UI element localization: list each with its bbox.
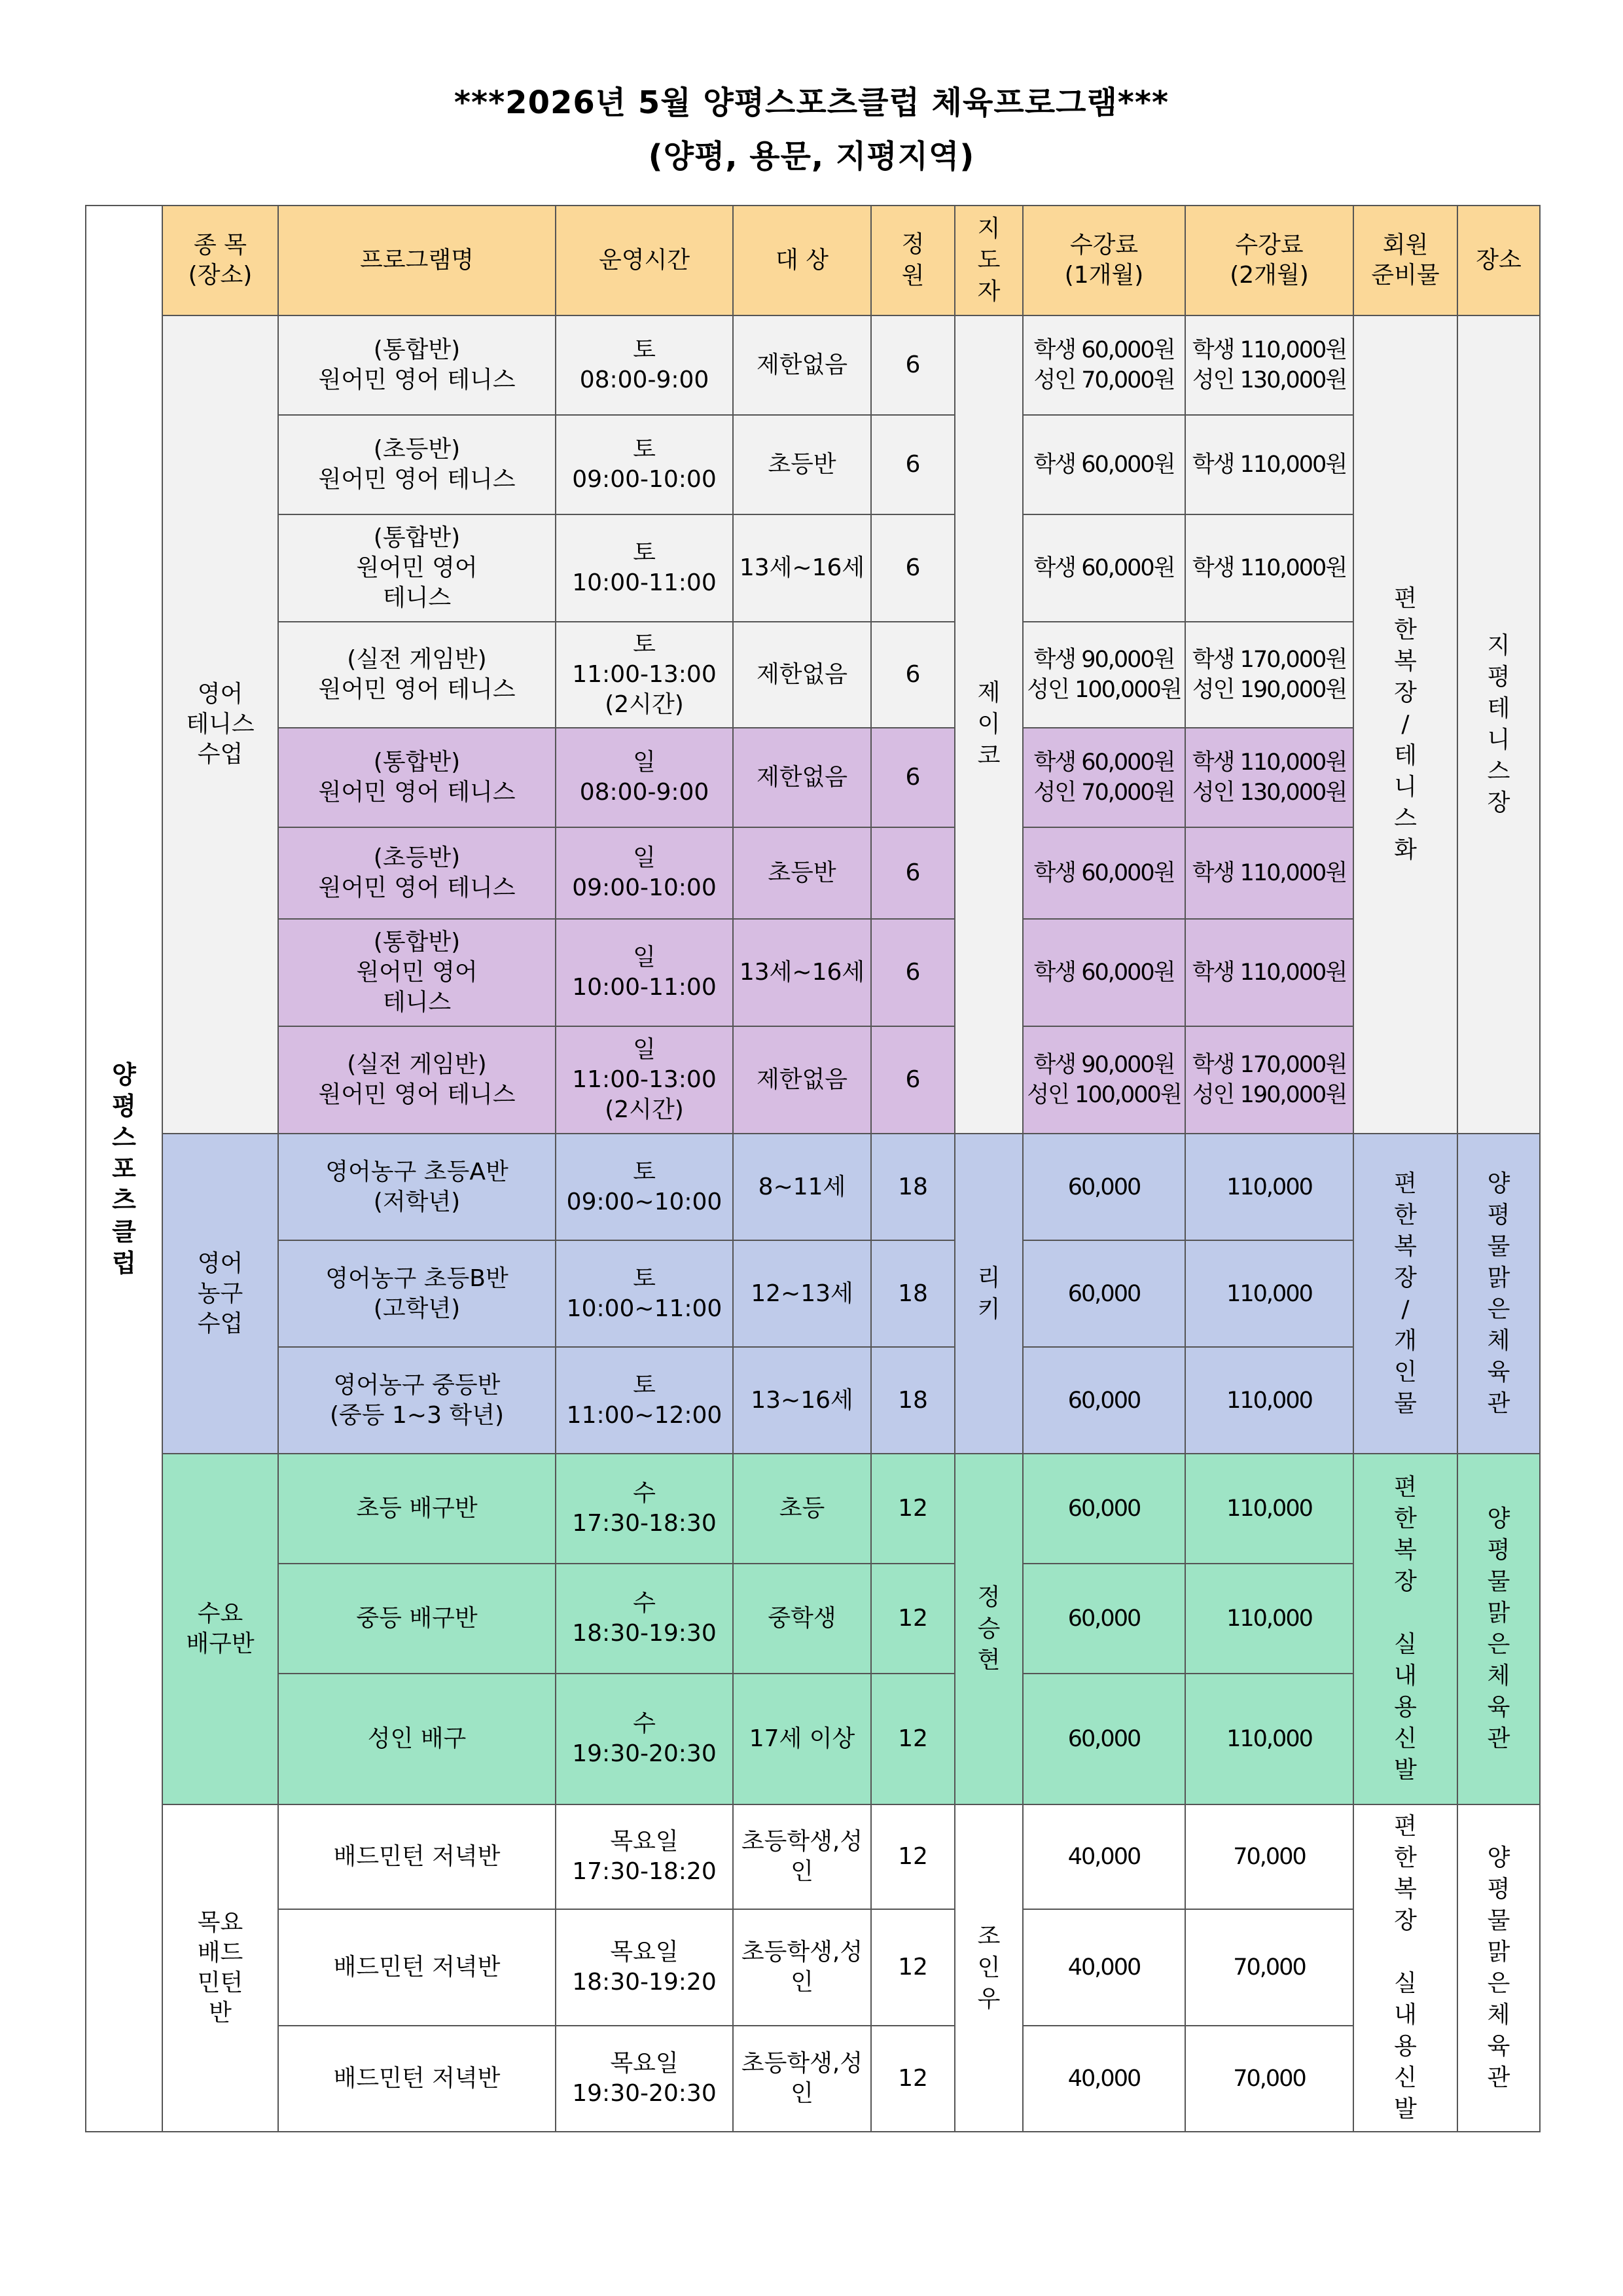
header-time: 운영시간 (556, 206, 733, 315)
capacity-cell (871, 2026, 955, 2132)
fee-1month-cell-text: 60,000 (1067, 1174, 1141, 1200)
target-cell-text: 초등학생,성인 (741, 1939, 863, 1996)
program-cell (278, 728, 556, 827)
header-row (86, 206, 1540, 315)
target-cell-text: 제한없음 (756, 1066, 848, 1093)
capacity-cell-text: 12 (898, 2065, 928, 2092)
time-cell (556, 622, 733, 728)
capacity-cell (871, 1564, 955, 1674)
sport-cell (162, 1804, 278, 2132)
instructor-cell-text: 리 키 (977, 1264, 1001, 1323)
program-cell (278, 1134, 556, 1240)
time-cell (556, 1134, 733, 1240)
venue-cell (1457, 1134, 1540, 1454)
instructor-cell (955, 1134, 1023, 1454)
program-cell (278, 919, 556, 1026)
fee-1month-cell-text: 학생 60,000원 성인 70,000원 (1033, 337, 1175, 393)
fee-1month-cell (1023, 1804, 1185, 1909)
fee-1month-cell (1023, 1564, 1185, 1674)
capacity-cell (871, 415, 955, 514)
fee-2month-cell-text: 110,000 (1226, 1726, 1312, 1752)
table-row (86, 415, 1540, 514)
sport-cell-text: 영어 농구 수업 (197, 1249, 243, 1337)
fee-1month-cell (1023, 1347, 1185, 1454)
header-fee-1month: 수강료 (1개월) (1023, 206, 1185, 315)
time-cell (556, 1454, 733, 1564)
sport-cell (162, 1454, 278, 1804)
header-supplies: 회원 준비물 (1353, 206, 1457, 315)
time-cell (556, 315, 733, 415)
venue-cell-text: 지 평 테 니 스 장 (1487, 632, 1510, 816)
time-cell-text: 목요일 17:30-18:20 (572, 1828, 717, 1885)
target-cell (733, 622, 871, 728)
fee-1month-cell-text: 40,000 (1067, 1844, 1141, 1870)
venue-cell-text: 양 평 물 맑 은 체 육 관 (1487, 1844, 1510, 2091)
fee-2month-cell (1185, 1674, 1353, 1804)
fee-1month-cell-text: 60,000 (1067, 1605, 1141, 1632)
program-cell-text: (초등반) 원어민 영어 테니스 (318, 436, 516, 493)
capacity-cell-text: 12 (898, 1605, 928, 1632)
program-cell-text: (실전 게임반) 원어민 영어 테니스 (318, 1051, 516, 1108)
time-cell-text: 수 19:30-20:30 (572, 1710, 717, 1767)
fee-2month-cell (1185, 1240, 1353, 1347)
capacity-cell-text: 6 (905, 959, 921, 986)
capacity-cell (871, 1909, 955, 2026)
fee-1month-cell (1023, 315, 1185, 415)
capacity-cell-text: 6 (905, 764, 921, 791)
time-cell (556, 1909, 733, 2026)
time-cell-text: 수 17:30-18:30 (572, 1480, 717, 1537)
fee-1month-cell (1023, 1134, 1185, 1240)
fee-2month-cell (1185, 1454, 1353, 1564)
page-subtitle: (양평, 용문, 지평지역) (648, 138, 975, 175)
venue-cell-text: 양 평 물 맑 은 체 육 관 (1487, 1505, 1510, 1752)
program-cell (278, 1674, 556, 1804)
fee-1month-cell (1023, 1909, 1185, 2026)
program-cell (278, 1240, 556, 1347)
fee-1month-cell-text: 60,000 (1067, 1726, 1141, 1752)
fee-1month-cell (1023, 1674, 1185, 1804)
capacity-cell (871, 514, 955, 622)
capacity-cell-text: 6 (905, 554, 921, 581)
target-cell-text: 8~11세 (758, 1173, 846, 1200)
program-table (85, 205, 1541, 2132)
time-cell (556, 1674, 733, 1804)
supplies-cell (1353, 1454, 1457, 1804)
capacity-cell (871, 1804, 955, 1909)
time-cell-text: 목요일 19:30-20:30 (572, 2050, 717, 2107)
program-cell (278, 1454, 556, 1564)
fee-1month-cell-text: 40,000 (1067, 1954, 1141, 1981)
fee-1month-cell-text: 학생 60,000원 (1033, 860, 1175, 886)
header-target: 대 상 (733, 206, 871, 315)
target-cell-text: 초등학생,성인 (741, 2050, 863, 2107)
fee-2month-cell (1185, 1026, 1353, 1134)
table-row (86, 1134, 1540, 1240)
fee-1month-cell-text: 40,000 (1067, 2066, 1141, 2092)
target-cell-text: 제한없음 (756, 764, 848, 791)
program-cell-text: 성인 배구 (367, 1725, 467, 1752)
table-row (86, 1564, 1540, 1674)
table-row (86, 1026, 1540, 1134)
fee-1month-cell (1023, 1026, 1185, 1134)
fee-2month-cell-text: 110,000 (1226, 1605, 1312, 1632)
target-cell (733, 514, 871, 622)
target-cell-text: 초등 (779, 1495, 825, 1522)
supplies-cell-text: 편 한 복 장 실 내 용 신 발 (1394, 1474, 1417, 1784)
time-cell-text: 일 09:00-10:00 (572, 844, 717, 901)
fee-2month-cell (1185, 415, 1353, 514)
target-cell (733, 919, 871, 1026)
program-cell-text: (초등반) 원어민 영어 테니스 (318, 844, 516, 901)
venue-cell-text: 양 평 물 맑 은 체 육 관 (1487, 1170, 1510, 1417)
sport-cell-text: 목요 배드 민턴 반 (197, 1909, 243, 2026)
instructor-cell (955, 1804, 1023, 2132)
program-cell-text: 영어농구 중등반 (중등 1~3 학년) (329, 1371, 505, 1429)
sport-cell-text: 수요 배구반 (186, 1600, 255, 1657)
fee-1month-cell-text: 학생 90,000원 성인 100,000원 (1027, 1052, 1181, 1108)
capacity-cell (871, 919, 955, 1026)
header-venue: 장소 (1457, 206, 1540, 315)
capacity-cell (871, 827, 955, 919)
table-row (86, 1909, 1540, 2026)
time-cell-text: 토 10:00-11:00 (572, 539, 717, 596)
time-cell-text: 토 09:00-10:00 (572, 436, 717, 493)
fee-2month-cell (1185, 2026, 1353, 2132)
time-cell-text: 일 11:00-13:00 (2시간) (572, 1036, 717, 1123)
instructor-cell-text: 조 인 우 (977, 1923, 1001, 2013)
fee-1month-cell-text: 60,000 (1067, 1496, 1141, 1522)
fee-1month-cell (1023, 728, 1185, 827)
capacity-cell-text: 18 (898, 1280, 928, 1307)
time-cell-text: 토 11:00-13:00 (2시간) (572, 631, 717, 718)
fee-2month-cell-text: 110,000 (1226, 1280, 1312, 1307)
target-cell (733, 415, 871, 514)
table-row (86, 315, 1540, 415)
program-cell (278, 1564, 556, 1674)
table-row (86, 1674, 1540, 1804)
fee-2month-cell (1185, 1134, 1353, 1240)
header-fee-2month: 수강료 (2개월) (1185, 206, 1353, 315)
target-cell (733, 1564, 871, 1674)
sport-cell (162, 1134, 278, 1454)
header-sport: 종 목 (장소) (162, 206, 278, 315)
time-cell (556, 1564, 733, 1674)
capacity-cell-text: 18 (898, 1386, 928, 1414)
fee-1month-cell (1023, 2026, 1185, 2132)
supplies-cell (1353, 1804, 1457, 2132)
capacity-cell-text: 12 (898, 1725, 928, 1752)
table-row (86, 1454, 1540, 1564)
supplies-cell (1353, 1134, 1457, 1454)
instructor-cell-text: 정 승 현 (977, 1584, 1001, 1674)
capacity-cell (871, 1454, 955, 1564)
program-cell-text: (통합반) 원어민 영어 테니스 (356, 524, 478, 611)
fee-2month-cell (1185, 1804, 1353, 1909)
target-cell (733, 827, 871, 919)
target-cell-text: 초등학생,성인 (741, 1828, 863, 1885)
instructor-cell (955, 315, 1023, 1134)
time-cell (556, 415, 733, 514)
target-cell (733, 1134, 871, 1240)
fee-1month-cell (1023, 622, 1185, 728)
header-program: 프로그램명 (278, 206, 556, 315)
fee-2month-cell-text: 학생 110,000원 (1192, 555, 1347, 581)
venue-cell (1457, 1454, 1540, 1804)
supplies-cell-text: 편 한 복 장 / 개 인 물 (1394, 1170, 1417, 1417)
fee-1month-cell-text: 60,000 (1067, 1387, 1141, 1414)
fee-2month-cell-text: 110,000 (1226, 1174, 1312, 1200)
fee-1month-cell-text: 60,000 (1067, 1280, 1141, 1307)
program-cell-text: 배드민턴 저녁반 (333, 1954, 501, 1981)
time-cell (556, 514, 733, 622)
time-cell-text: 일 10:00-11:00 (572, 944, 717, 1001)
program-cell-text: 영어농구 초등A반 (저학년) (325, 1158, 508, 1215)
time-cell-text: 목요일 18:30-19:20 (572, 1939, 717, 1996)
capacity-cell-text: 6 (905, 661, 921, 688)
fee-2month-cell-text: 70,000 (1233, 2066, 1306, 2092)
time-cell-text: 일 08:00-9:00 (579, 749, 709, 806)
fee-2month-cell-text: 110,000 (1226, 1496, 1312, 1522)
table-row (86, 1804, 1540, 1909)
table-row (86, 919, 1540, 1026)
fee-1month-cell-text: 학생 60,000원 (1033, 555, 1175, 581)
table-row (86, 622, 1540, 728)
target-cell (733, 2026, 871, 2132)
program-cell (278, 1347, 556, 1454)
table-row (86, 1347, 1540, 1454)
fee-2month-cell (1185, 919, 1353, 1026)
fee-2month-cell (1185, 622, 1353, 728)
target-cell (733, 728, 871, 827)
table-body (86, 206, 1540, 2132)
fee-2month-cell (1185, 315, 1353, 415)
program-cell-text: 영어농구 초등B반 (고학년) (325, 1265, 508, 1322)
fee-2month-cell-text: 70,000 (1233, 1954, 1306, 1981)
capacity-cell (871, 1674, 955, 1804)
time-cell-text: 토 10:00~11:00 (566, 1265, 722, 1322)
fee-2month-cell-text: 학생 110,000원 (1192, 860, 1347, 886)
program-cell-text: 초등 배구반 (356, 1495, 478, 1522)
venue-cell (1457, 315, 1540, 1134)
time-cell (556, 2026, 733, 2132)
header-instructor: 지 도 자 (955, 206, 1023, 315)
fee-1month-cell (1023, 514, 1185, 622)
fee-1month-cell-text: 학생 60,000원 (1033, 960, 1175, 986)
supplies-cell-text: 편 한 복 장 / 테 니 스 화 (1394, 585, 1417, 863)
target-cell (733, 1674, 871, 1804)
target-cell (733, 1909, 871, 2026)
fee-1month-cell-text: 학생 60,000원 성인 70,000원 (1033, 749, 1175, 806)
supplies-cell (1353, 315, 1457, 1134)
target-cell-text: 13세~16세 (739, 959, 865, 986)
target-cell-text: 12~13세 (751, 1280, 853, 1307)
time-cell (556, 827, 733, 919)
header-capacity: 정 원 (871, 206, 955, 315)
page-title: ***2026년 5월 양평스포츠클럽 체육프로그램*** (454, 84, 1169, 121)
table-row (86, 827, 1540, 919)
capacity-cell-text: 6 (905, 351, 921, 378)
program-cell (278, 514, 556, 622)
fee-2month-cell-text: 학생 110,000원 (1192, 452, 1347, 478)
capacity-cell (871, 315, 955, 415)
time-cell (556, 1804, 733, 1909)
capacity-cell-text: 18 (898, 1173, 928, 1200)
fee-2month-cell-text: 110,000 (1226, 1387, 1312, 1414)
capacity-cell (871, 622, 955, 728)
target-cell-text: 중학생 (768, 1605, 836, 1632)
program-cell (278, 315, 556, 415)
capacity-cell-text: 6 (905, 451, 921, 478)
time-cell (556, 728, 733, 827)
target-cell (733, 1454, 871, 1564)
program-cell (278, 1804, 556, 1909)
fee-2month-cell (1185, 1347, 1353, 1454)
capacity-cell-text: 12 (898, 1495, 928, 1522)
fee-2month-cell (1185, 1909, 1353, 2026)
time-cell (556, 919, 733, 1026)
supplies-cell-text: 편 한 복 장 실 내 용 신 발 (1394, 1813, 1417, 2123)
target-cell-text: 제한없음 (756, 661, 848, 688)
program-cell (278, 827, 556, 919)
time-cell-text: 수 18:30-19:30 (572, 1590, 717, 1647)
table-row (86, 514, 1540, 622)
time-cell-text: 토 09:00~10:00 (566, 1158, 722, 1215)
table-row (86, 1240, 1540, 1347)
program-cell (278, 2026, 556, 2132)
program-cell-text: 배드민턴 저녁반 (333, 1843, 501, 1870)
fee-1month-cell-text: 학생 90,000원 성인 100,000원 (1027, 647, 1181, 703)
fee-1month-cell (1023, 415, 1185, 514)
time-cell-text: 토 11:00~12:00 (566, 1371, 722, 1429)
fee-2month-cell-text: 학생 110,000원 성인 130,000원 (1192, 749, 1347, 806)
venue-cell (1457, 1804, 1540, 2132)
target-cell-text: 초등반 (768, 451, 836, 478)
target-cell (733, 1347, 871, 1454)
capacity-cell-text: 12 (898, 1954, 928, 1981)
table-row (86, 2026, 1540, 2132)
program-cell (278, 1909, 556, 2026)
fee-2month-cell (1185, 728, 1353, 827)
program-cell-text: (통합반) 원어민 영어 테니스 (318, 336, 516, 393)
target-cell-text: 초등반 (768, 859, 836, 886)
program-cell (278, 622, 556, 728)
program-cell-text: (실전 게임반) 원어민 영어 테니스 (318, 646, 516, 703)
time-cell-text: 토 08:00-9:00 (579, 336, 709, 393)
fee-2month-cell-text: 학생 110,000원 성인 130,000원 (1192, 337, 1347, 393)
time-cell (556, 1026, 733, 1134)
program-cell-text: 배드민턴 저녁반 (333, 2065, 501, 2092)
capacity-cell-text: 12 (898, 1843, 928, 1870)
fee-2month-cell-text: 학생 170,000원 성인 190,000원 (1192, 647, 1347, 703)
fee-1month-cell (1023, 827, 1185, 919)
instructor-cell-text: 제 이 코 (977, 679, 1001, 769)
capacity-cell (871, 1347, 955, 1454)
capacity-cell (871, 1134, 955, 1240)
target-cell-text: 제한없음 (756, 351, 848, 378)
target-cell (733, 315, 871, 415)
fee-2month-cell-text: 70,000 (1233, 1844, 1306, 1870)
capacity-cell (871, 1026, 955, 1134)
instructor-cell (955, 1454, 1023, 1804)
program-cell-text: 중등 배구반 (356, 1605, 478, 1632)
fee-2month-cell (1185, 827, 1353, 919)
target-cell (733, 1026, 871, 1134)
time-cell (556, 1240, 733, 1347)
program-cell (278, 415, 556, 514)
fee-1month-cell (1023, 1454, 1185, 1564)
time-cell (556, 1347, 733, 1454)
club-name-cell (86, 206, 162, 2132)
capacity-cell (871, 1240, 955, 1347)
capacity-cell-text: 6 (905, 859, 921, 886)
target-cell (733, 1804, 871, 1909)
fee-1month-cell (1023, 1240, 1185, 1347)
table-row (86, 728, 1540, 827)
sport-cell-text: 영어 테니스 수업 (186, 681, 255, 768)
target-cell (733, 1240, 871, 1347)
fee-2month-cell-text: 학생 170,000원 성인 190,000원 (1192, 1052, 1347, 1108)
sport-cell (162, 315, 278, 1134)
program-cell (278, 1026, 556, 1134)
capacity-cell-text: 6 (905, 1066, 921, 1093)
program-cell-text: (통합반) 원어민 영어 테니스 (318, 749, 516, 806)
target-cell-text: 17세 이상 (749, 1725, 855, 1752)
capacity-cell (871, 728, 955, 827)
program-cell-text: (통합반) 원어민 영어 테니스 (356, 929, 478, 1016)
fee-1month-cell-text: 학생 60,000원 (1033, 452, 1175, 478)
fee-1month-cell (1023, 919, 1185, 1026)
club-name: 양 평 스 포 츠 클 럽 (112, 1060, 136, 1278)
fee-2month-cell (1185, 1564, 1353, 1674)
fee-2month-cell (1185, 514, 1353, 622)
target-cell-text: 13~16세 (751, 1386, 853, 1414)
target-cell-text: 13세~16세 (739, 554, 865, 581)
fee-2month-cell-text: 학생 110,000원 (1192, 960, 1347, 986)
